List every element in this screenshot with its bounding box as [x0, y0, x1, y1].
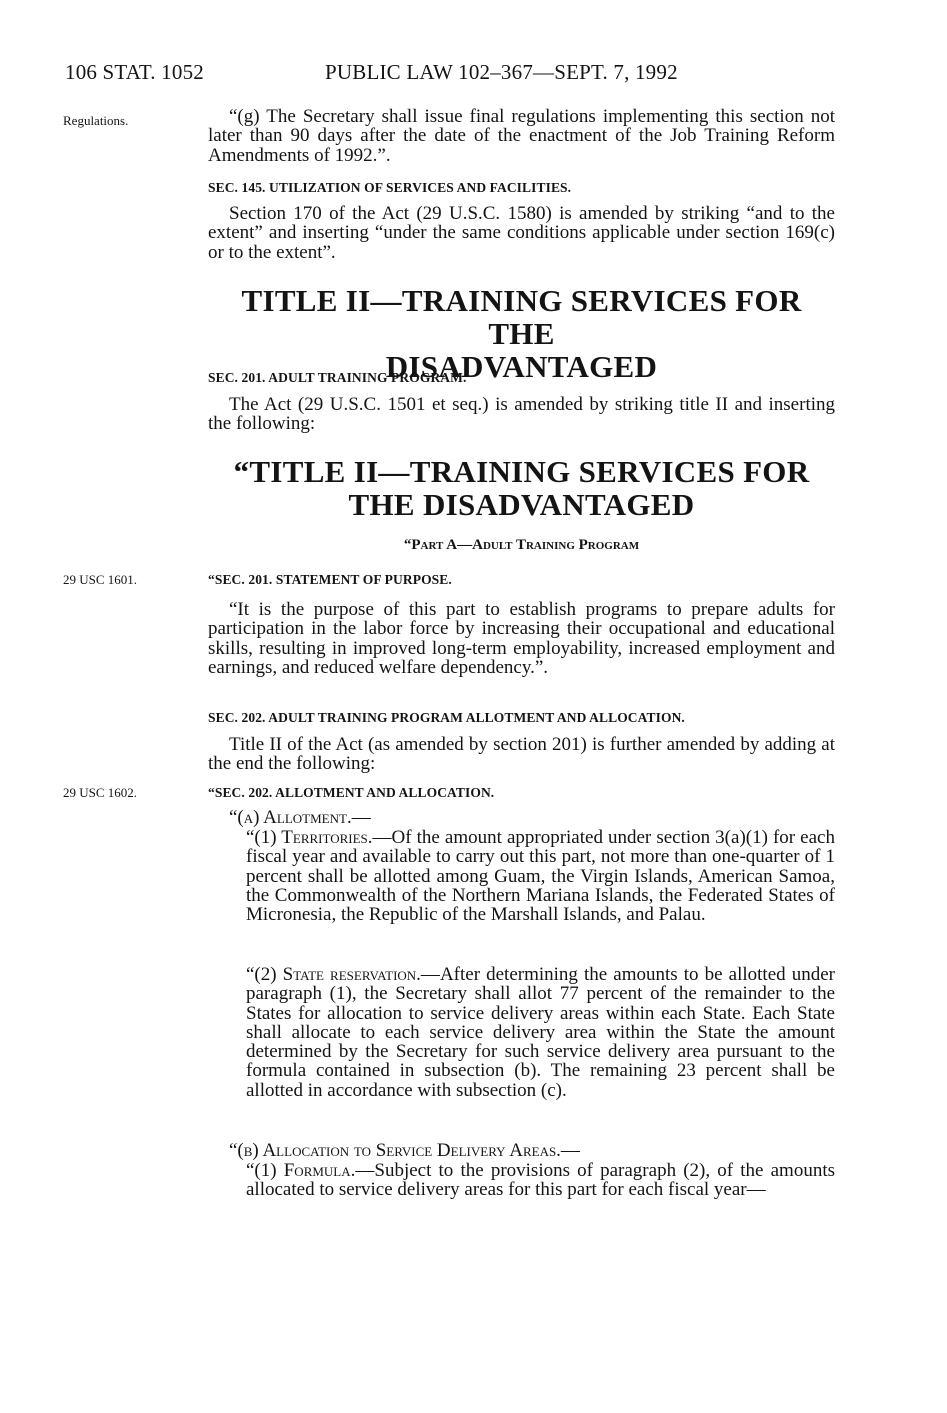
margin-note-usc-1602: 29 USC 1602. [63, 785, 138, 800]
quoted-title-2-line1: “TITLE II—TRAINING SERVICES FOR [233, 454, 810, 489]
section-145-heading: SEC. 145. UTILIZATION OF SERVICES AND FACILITIES. [208, 180, 572, 195]
section-145-text: Section 170 of the Act (29 U.S.C. 1580) is amended by striking “and to the extent” and inserting “under the same conditions applicable under section 169(c) or to the extent”. [208, 203, 835, 263]
section-202-text: Title II of the Act (as amended by section 201) is further amended by adding at the end the following: [208, 734, 835, 775]
quoted-section-202 [208, 785, 835, 801]
quoted-section-202-heading: “SEC. 202. ALLOTMENT AND ALLOCATION. [208, 785, 495, 800]
paragraph-b1-text-wrap [208, 1161, 835, 1200]
subsection-b-heading: “(b) Allocation to Service Delivery Areas.— [229, 1140, 580, 1161]
section-145 [208, 180, 835, 196]
section-202-body [208, 735, 835, 774]
margin-note-usc-1601: 29 USC 1601. [63, 572, 138, 587]
paragraph-g: “(g) The Secretary shall issue final regulations implementing this section not later than 90 days after the date of the enactment of the Job Training Reform Amendments of 1992.”. [208, 106, 835, 166]
section-144-g [208, 107, 835, 165]
title-2-heading-line2: DISADVANTAGED [385, 349, 658, 384]
quoted-section-201-text: “It is the purpose of this part to establish programs to prepare adults for participation in the labor force by increasing their occupational and educational skills, resulting in improved long-term employability, increased employment and earnings, and reduced welfare dependency.”. [208, 599, 835, 678]
title-2-heading [208, 284, 835, 383]
section-202-heading: SEC. 202. ADULT TRAINING PROGRAM ALLOTMENT AND ALLOCATION. [208, 710, 685, 725]
margin-note-regulations: Regulations. [63, 113, 129, 128]
section-201-body [208, 395, 835, 434]
paragraph-a2-heading: “(2) State reservation.— [246, 964, 440, 985]
page-header-law: PUBLIC LAW 102–367—SEPT. 7, 1992 [325, 60, 678, 84]
paragraph-a1 [208, 828, 835, 924]
paragraph-a1-heading: “(1) Territories.— [246, 827, 392, 848]
subsection-b [208, 1141, 835, 1160]
section-201-heading: SEC. 201. ADULT TRAINING PROGRAM. [208, 370, 467, 385]
section-202 [208, 710, 835, 726]
paragraph-a1-text-wrap [208, 828, 835, 924]
paragraph-b1-text: Subject to the provisions of paragraph (2), of the amounts allocated to service delivery areas for this part for each fiscal year— [246, 1160, 835, 1201]
section-201 [208, 370, 835, 386]
quoted-section-201-body [208, 600, 835, 677]
paragraph-a2 [208, 965, 835, 1100]
quoted-section-201-heading: “SEC. 201. STATEMENT OF PURPOSE. [208, 572, 452, 587]
page-header-stat: 106 STAT. 1052 [65, 60, 204, 84]
paragraph-b1-heading: “(1) Formula.— [246, 1160, 375, 1181]
part-a-heading: “Part A—Adult Training Program [403, 537, 640, 553]
quoted-title-2-heading [208, 455, 835, 521]
subsection-a-heading: “(a) Allotment.— [229, 807, 371, 828]
subsection-a [208, 808, 835, 827]
part-a [208, 537, 835, 554]
paragraph-a1-text: Of the amount appropriated under section 3(a)(1) for each fiscal year and available to carry out this part, not more than one-quarter of 1 percent shall be allotted among Guam, the Virgin Islands, American Samoa, the Commonwealth of the Northern Mariana Islands, the Federated States of Micronesia, the Republic of the Marshall Islands, and Palau. [246, 827, 835, 926]
quoted-title-2-line2: THE DISADVANTAGED [348, 487, 695, 522]
paragraph-b1 [208, 1161, 835, 1200]
paragraph-a2-text: After determining the amounts to be allotted under paragraph (1), the Secretary shall allot 77 percent of the remainder to the States for allocation to service delivery areas within each State. Each State shall allocate to each service delivery area within the State the amount determined by the Secretary for such service delivery area pursuant to the formula contained in subsection (b). The remaining 23 percent shall be allotted in accordance with subsection (c). [246, 964, 835, 1101]
quoted-section-201 [208, 572, 835, 588]
section-145-body [208, 204, 835, 262]
section-201-text: The Act (29 U.S.C. 1501 et seq.) is amended by striking title II and inserting the following: [208, 394, 835, 435]
paragraph-a2-text-wrap [208, 965, 835, 1100]
title-2-heading-line1: TITLE II—TRAINING SERVICES FOR THE [241, 283, 802, 351]
